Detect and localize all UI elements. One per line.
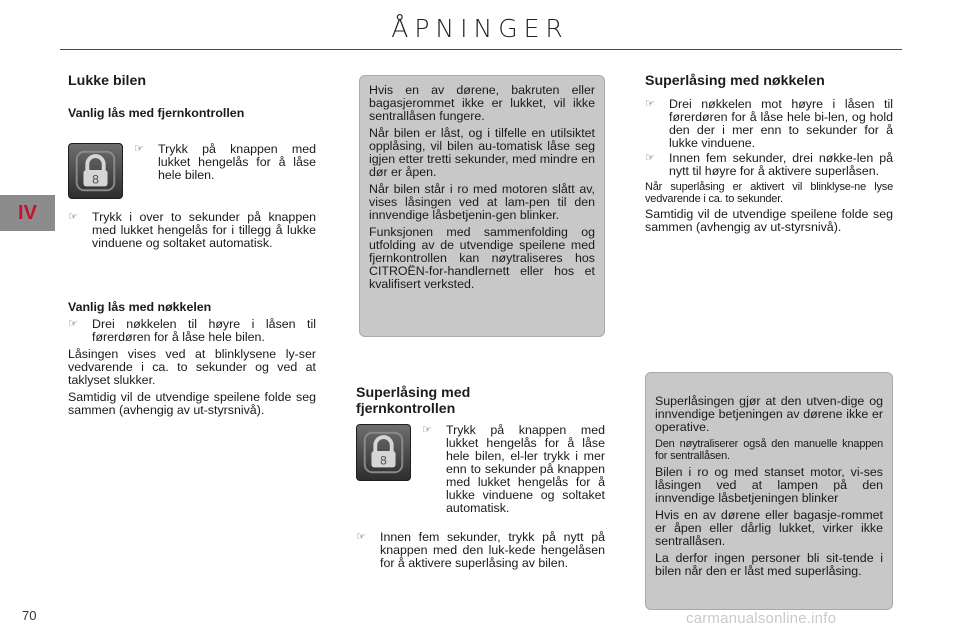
- paragraph: Samtidig vil de utvendige speilene folde seg sammen (avhengig av ut-styrsnivå).: [645, 207, 893, 234]
- title-divider: [60, 49, 902, 50]
- list-item-text: Innen fem sekunder, drei nøkke-len på nytt til høyre for å aktivere superlåsen.: [669, 151, 893, 178]
- section-heading: Lukke bilen: [68, 73, 147, 89]
- list-item: [68, 211, 316, 250]
- pointing-hand-icon: ☞: [356, 531, 366, 543]
- list-item: [645, 152, 893, 178]
- paragraph: Når bilen er låst, og i tilfelle en utilsiktet opplåsing, vil bilen au-tomatisk låse seg igjen etter tretti sekunder, med mindre en dør er åpen.: [369, 126, 595, 179]
- key-fob-lock-icon: [356, 424, 411, 481]
- column-superlock-remote: [356, 385, 606, 417]
- paragraph: Samtidig vil de utvendige speilene folde seg sammen (avhengig av ut-styrsnivå).: [68, 390, 316, 417]
- list-item-text: Drei nøkkelen til høyre i låsen til førerdøren for å låse hele bilen.: [92, 317, 316, 344]
- section-heading: Superlåsing med fjernkontrollen: [356, 385, 471, 417]
- paragraph: Hvis en av dørene eller bagasje-rommet er åpen eller dårlig lukket, virker ikke sentrallåsen.: [655, 508, 883, 548]
- svg-text:8: 8: [379, 453, 388, 468]
- list-item: [645, 98, 893, 150]
- list-item: [422, 424, 605, 515]
- column-lock-car: [68, 73, 316, 120]
- column-key-lock: [68, 300, 316, 417]
- column-superlock-key: [645, 73, 893, 234]
- chapter-tab: IV: [0, 195, 55, 231]
- paragraph: Funksjonen med sammenfolding og utfolding av de utvendige speilene med fjernkontrollen kan nøytraliseres hos CITROËN-for-handlernett eller hos et kvalifisert verksted.: [369, 225, 595, 291]
- list-item-text: Drei nøkkelen mot høyre i låsen til førerdøren for å låse hele bi-len, og hold den der i mer enn to sekunder for å lukke vinduene.: [669, 97, 893, 150]
- svg-text:8: 8: [91, 172, 100, 187]
- list-item-text: Trykk på knappen med lukket hengelås for å låse hele bilen, el-ler trykk i mer enn to sekunder på knappen med lukket hengelås for å lukke vinduene og soltaket automatisk.: [446, 423, 605, 515]
- paragraph: Låsingen vises ved at blinklysene ly-ser vedvarende i ca. to sekunder og ved at taklyset slukker.: [68, 347, 316, 387]
- page-title: ÅPNINGER: [391, 14, 569, 43]
- subsection-heading: Vanlig lås med fjernkontrollen: [68, 106, 245, 120]
- list-item-text: Innen fem sekunder, trykk på nytt på knappen med den luk-kede hengelåsen for å aktivere superlåsing av bilen.: [380, 530, 605, 570]
- list-item: [68, 318, 316, 344]
- pointing-hand-icon: ☞: [645, 152, 655, 164]
- instruction-block: [134, 143, 316, 182]
- paragraph: Superlåsingen gjør at den utven-dige og innvendige betjeningen av dørene ikke er operative.: [655, 394, 883, 434]
- info-box-central-locking: [359, 75, 605, 337]
- pointing-hand-icon: ☞: [134, 143, 144, 155]
- paragraph: Bilen i ro og med stanset motor, vi-ses låsingen ved at lampen på den innvendige låsbetjeningen blinker: [655, 465, 883, 505]
- subsection-heading: Vanlig lås med nøkkelen: [68, 300, 212, 314]
- instruction-block: [68, 211, 316, 250]
- pointing-hand-icon: ☞: [422, 424, 432, 436]
- section-heading: Superlåsing med nøkkelen: [645, 73, 825, 89]
- list-item-text: Trykk på knappen med lukket hengelås for å låse hele bilen.: [158, 142, 316, 182]
- paragraph: Den nøytraliserer også den manuelle knappen for sentrallåsen.: [655, 438, 883, 462]
- list-item-text: Trykk i over to sekunder på knappen med lukket hengelås for i tillegg å lukke vinduene og soltaket automatisk.: [92, 210, 316, 250]
- paragraph: La derfor ingen personer bli sit-tende i bilen når den er låst med superlåsing.: [655, 551, 883, 578]
- watermark: carmanualsonline.info: [686, 610, 837, 627]
- key-fob-lock-icon: [68, 143, 123, 199]
- paragraph: Hvis en av dørene, bakruten eller bagasjerommet ikke er lukket, vil ikke sentrallåsen fungere.: [369, 83, 595, 123]
- pointing-hand-icon: ☞: [645, 98, 655, 110]
- pointing-hand-icon: ☞: [68, 211, 78, 223]
- pointing-hand-icon: ☞: [68, 318, 78, 330]
- instruction-block: [422, 424, 605, 515]
- paragraph: Når bilen står i ro med motoren slått av, vises låsingen ved at lam-pen til den innvendige låsbetjenin-gen blinker.: [369, 182, 595, 222]
- paragraph: Når superlåsing er aktivert vil blinklyse-ne lyse vedvarende i ca. to sekunder.: [645, 181, 893, 205]
- info-box-superlocking: [645, 372, 893, 610]
- page-number: 70: [22, 608, 37, 623]
- instruction-block: [356, 531, 605, 570]
- list-item: [356, 531, 605, 570]
- list-item: [134, 143, 316, 182]
